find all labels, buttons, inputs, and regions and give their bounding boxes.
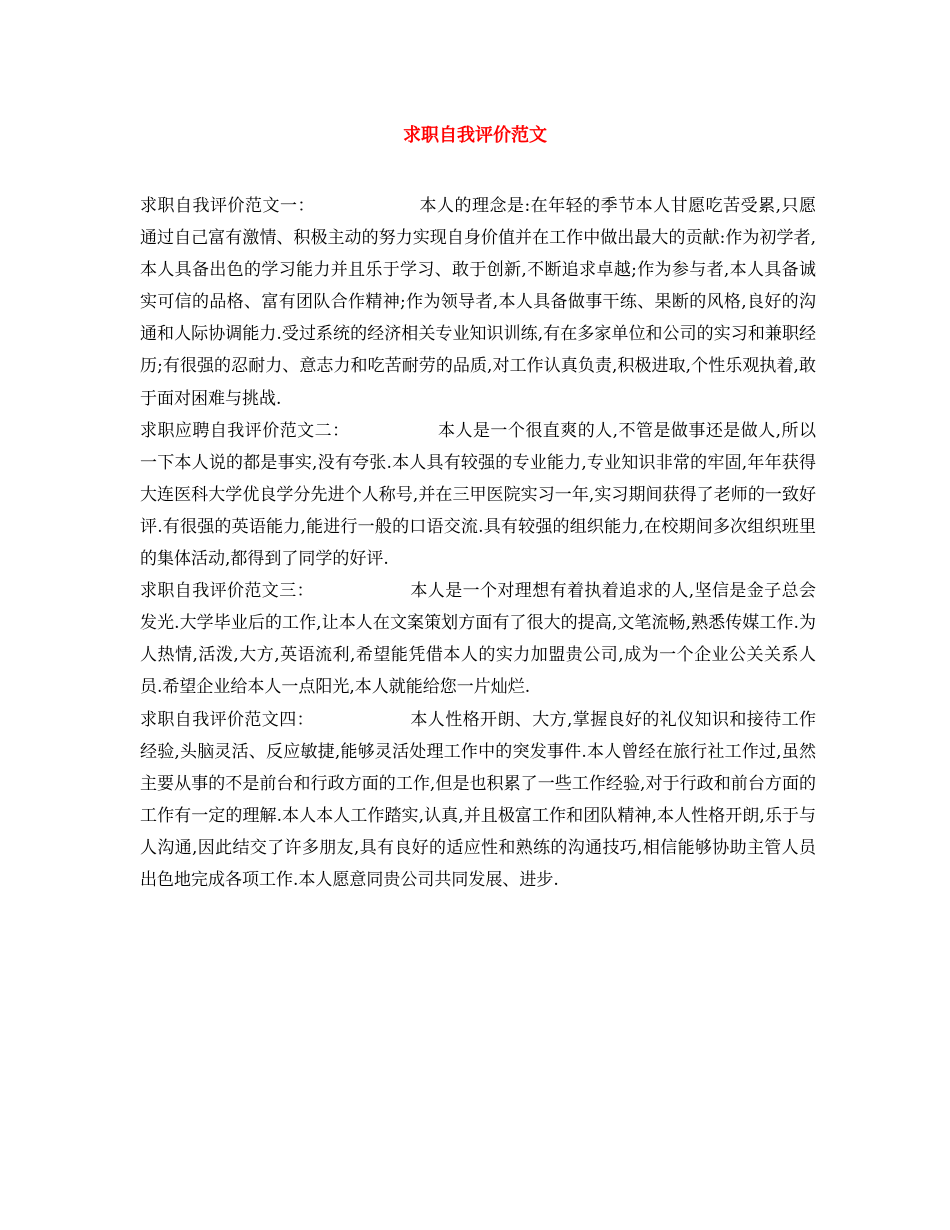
- section-heading: 求职自我评价范文三：: [140, 581, 314, 602]
- section-heading: 求职自我评价范文四：: [140, 709, 314, 730]
- section-text: 本人的理念是:在年轻的季节本人甘愿吃苦受累,只愿通过自己富有激情、积极主动的努力实现自身价值并在工作中做出最大的贡献:作为初学者,本人具备出色的学习能力并且乐于学习、敢于创新,不断追求卓越;作为参与者,本人具备诚实可信的品格、富有团队合作精神;作为领导者,本人具备做事干练、果断的风格,良好的沟通和人际协调能力.受过系统的经济相关专业知识训练,有在多家单位和公司的实习和兼职经历;有很强的忍耐力、意志力和吃苦耐劳的品质,对工作认真负责,积极进取,个性乐观执着,敢于面对困难与挑战.: [140, 196, 816, 409]
- section-text: 本人性格开朗、大方,掌握良好的礼仪知识和接待工作经验,头脑灵活、反应敏捷,能够灵活处理工作中的突发事件.本人曾经在旅行社工作过,虽然主要从事的不是前台和行政方面的工作,但是也积累了一些工作经验,对于行政和前台方面的工作有一定的理解.本人本人工作踏实,认真,并且极富工作和团队精神,本人性格开朗,乐于与人沟通,因此结交了许多朋友,具有良好的适应性和熟练的沟通技巧,相信能够协助主管人员出色地完成各项工作.本人愿意同贵公司共同发展、进步.: [140, 709, 816, 890]
- section-heading: 求职自我评价范文一：: [140, 196, 315, 216]
- section-3: [140, 581, 816, 697]
- section-4: [140, 710, 816, 890]
- document-title: 求职自我评价范文: [403, 125, 547, 146]
- section-text: 本人是一个很直爽的人,不管是做事还是做人,所以一下本人说的都是事实,没有夸张.本人具有较强的专业能力,专业知识非常的牢固,年年获得大连医科大学优良学分先进个人称号,并在三甲医院实习一年,实习期间获得了老师的一致好评.有很强的英语能力,能进行一般的口语交流.具有较强的组织能力,在校期间多次组织班里的集体活动,都得到了同学的好评.: [140, 420, 817, 570]
- section-heading: 求职应聘自我评价范文二：: [140, 420, 350, 441]
- section-text: 本人是一个对理想有着执着追求的人,坚信是金子总会发光.大学毕业后的工作,让本人在文案策划方面有了很大的提高,文笔流畅,熟悉传媒工作.为人热情,活泼,大方,英语流利,希望能凭借本人的实力加盟贵公司,成为一个企业公关关系人员.希望企业给本人一点阳光,本人就能给您一片灿烂.: [140, 581, 816, 698]
- section-2: [140, 421, 816, 569]
- document-body: [140, 190, 816, 896]
- section-1: [140, 196, 816, 409]
